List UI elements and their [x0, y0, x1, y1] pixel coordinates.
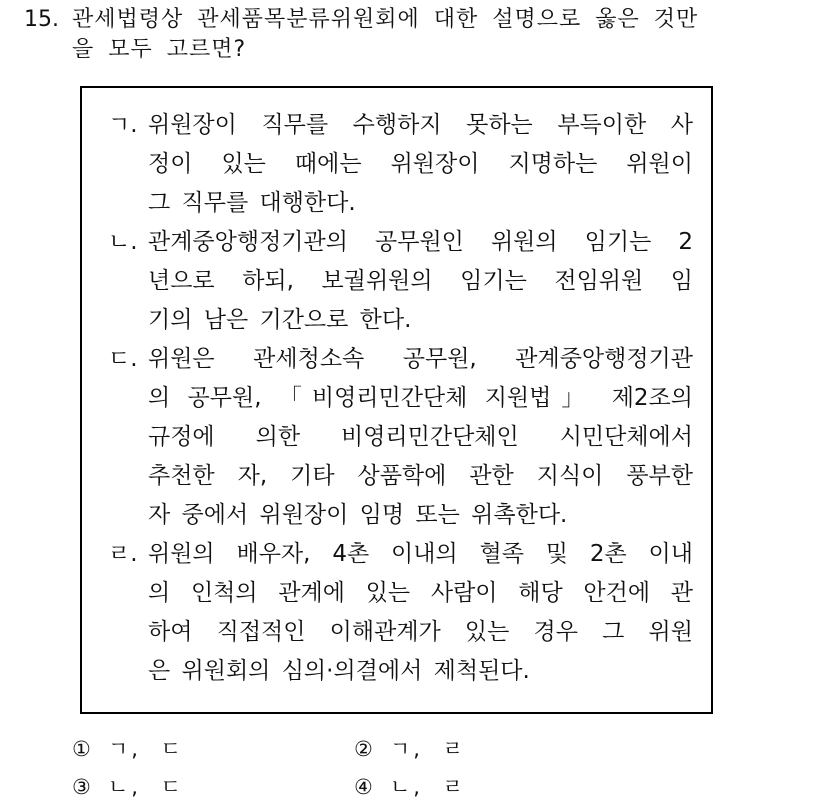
statement-line: 관계중앙행정기관의 공무원인 위원의 임기는 2	[148, 229, 693, 255]
question-text-line-1: 관세법령상 관세품목분류위원회에 대한 설명으로 옳은 것만	[72, 7, 699, 32]
statement-line: 규정에 의한 비영리민간단체인 시민단체에서	[148, 424, 693, 450]
choice-number: ②	[354, 737, 373, 761]
choice-number: ③	[72, 775, 91, 799]
choice-text: ㄴ, ㄹ	[390, 775, 466, 799]
statement-text	[148, 535, 693, 691]
statement-marker: ㄷ.	[108, 346, 138, 372]
statement-marker: ㄹ.	[108, 541, 138, 567]
statement-line: 기의 남은 기간으로 한다.	[148, 307, 412, 333]
question-text-line-2: 을 모두 고르면?	[72, 37, 247, 62]
statement-line: 은 위원회의 심의·의결에서 제척된다.	[148, 658, 530, 684]
statement-line: 추천한 자, 기타 상품학에 관한 지식이 풍부한	[148, 463, 693, 489]
choice-4[interactable]	[354, 768, 636, 806]
statement-marker: ㄱ.	[108, 112, 138, 138]
statement-item-nieun	[108, 223, 693, 340]
choice-2[interactable]	[354, 730, 636, 768]
statement-text	[148, 223, 693, 340]
statement-line: 그 직무를 대행한다.	[148, 190, 356, 216]
question-number: 15.	[24, 7, 59, 32]
choice-row-1	[72, 730, 632, 768]
statement-line: 년으로 하되, 보궐위원의 임기는 전임위원 임	[148, 268, 693, 294]
statement-marker: ㄴ.	[108, 229, 138, 255]
question-line-1	[24, 5, 804, 35]
statement-line: 하여 직접적인 이해관계가 있는 경우 그 위원	[148, 619, 693, 645]
statement-line: 정이 있는 때에는 위원장이 지명하는 위원이	[148, 151, 693, 177]
statement-box	[80, 86, 713, 714]
statement-line: 위원은 관세청소속 공무원, 관계중앙행정기관	[148, 346, 693, 372]
statement-item-digeut	[108, 340, 693, 535]
statement-item-giyeok	[108, 106, 693, 223]
statement-line: 위원의 배우자, 4촌 이내의 혈족 및 2촌 이내	[148, 541, 693, 567]
statement-line: 의 인척의 관계에 있는 사람이 해당 안건에 관	[148, 580, 693, 606]
choice-number: ①	[72, 737, 91, 761]
statement-line: 자 중에서 위원장이 임명 또는 위촉한다.	[148, 502, 568, 528]
statement-line: 위원장이 직무를 수행하지 못하는 부득이한 사	[148, 112, 693, 138]
statement-text	[148, 340, 693, 535]
statement-text	[148, 106, 693, 223]
choice-number: ④	[354, 775, 373, 799]
statement-line: 의 공무원, 「비영리민간단체 지원법」 제2조의	[148, 385, 693, 411]
choice-text: ㄱ, ㄹ	[390, 737, 466, 761]
choice-3[interactable]	[72, 768, 354, 806]
answer-choices	[72, 730, 632, 806]
choice-text: ㄴ, ㄷ	[108, 775, 184, 799]
statement-list	[108, 106, 693, 691]
choice-row-2	[72, 768, 632, 806]
statement-item-rieul	[108, 535, 693, 691]
choice-text: ㄱ, ㄷ	[108, 737, 184, 761]
choice-1[interactable]	[72, 730, 354, 768]
question-stem	[24, 5, 804, 65]
